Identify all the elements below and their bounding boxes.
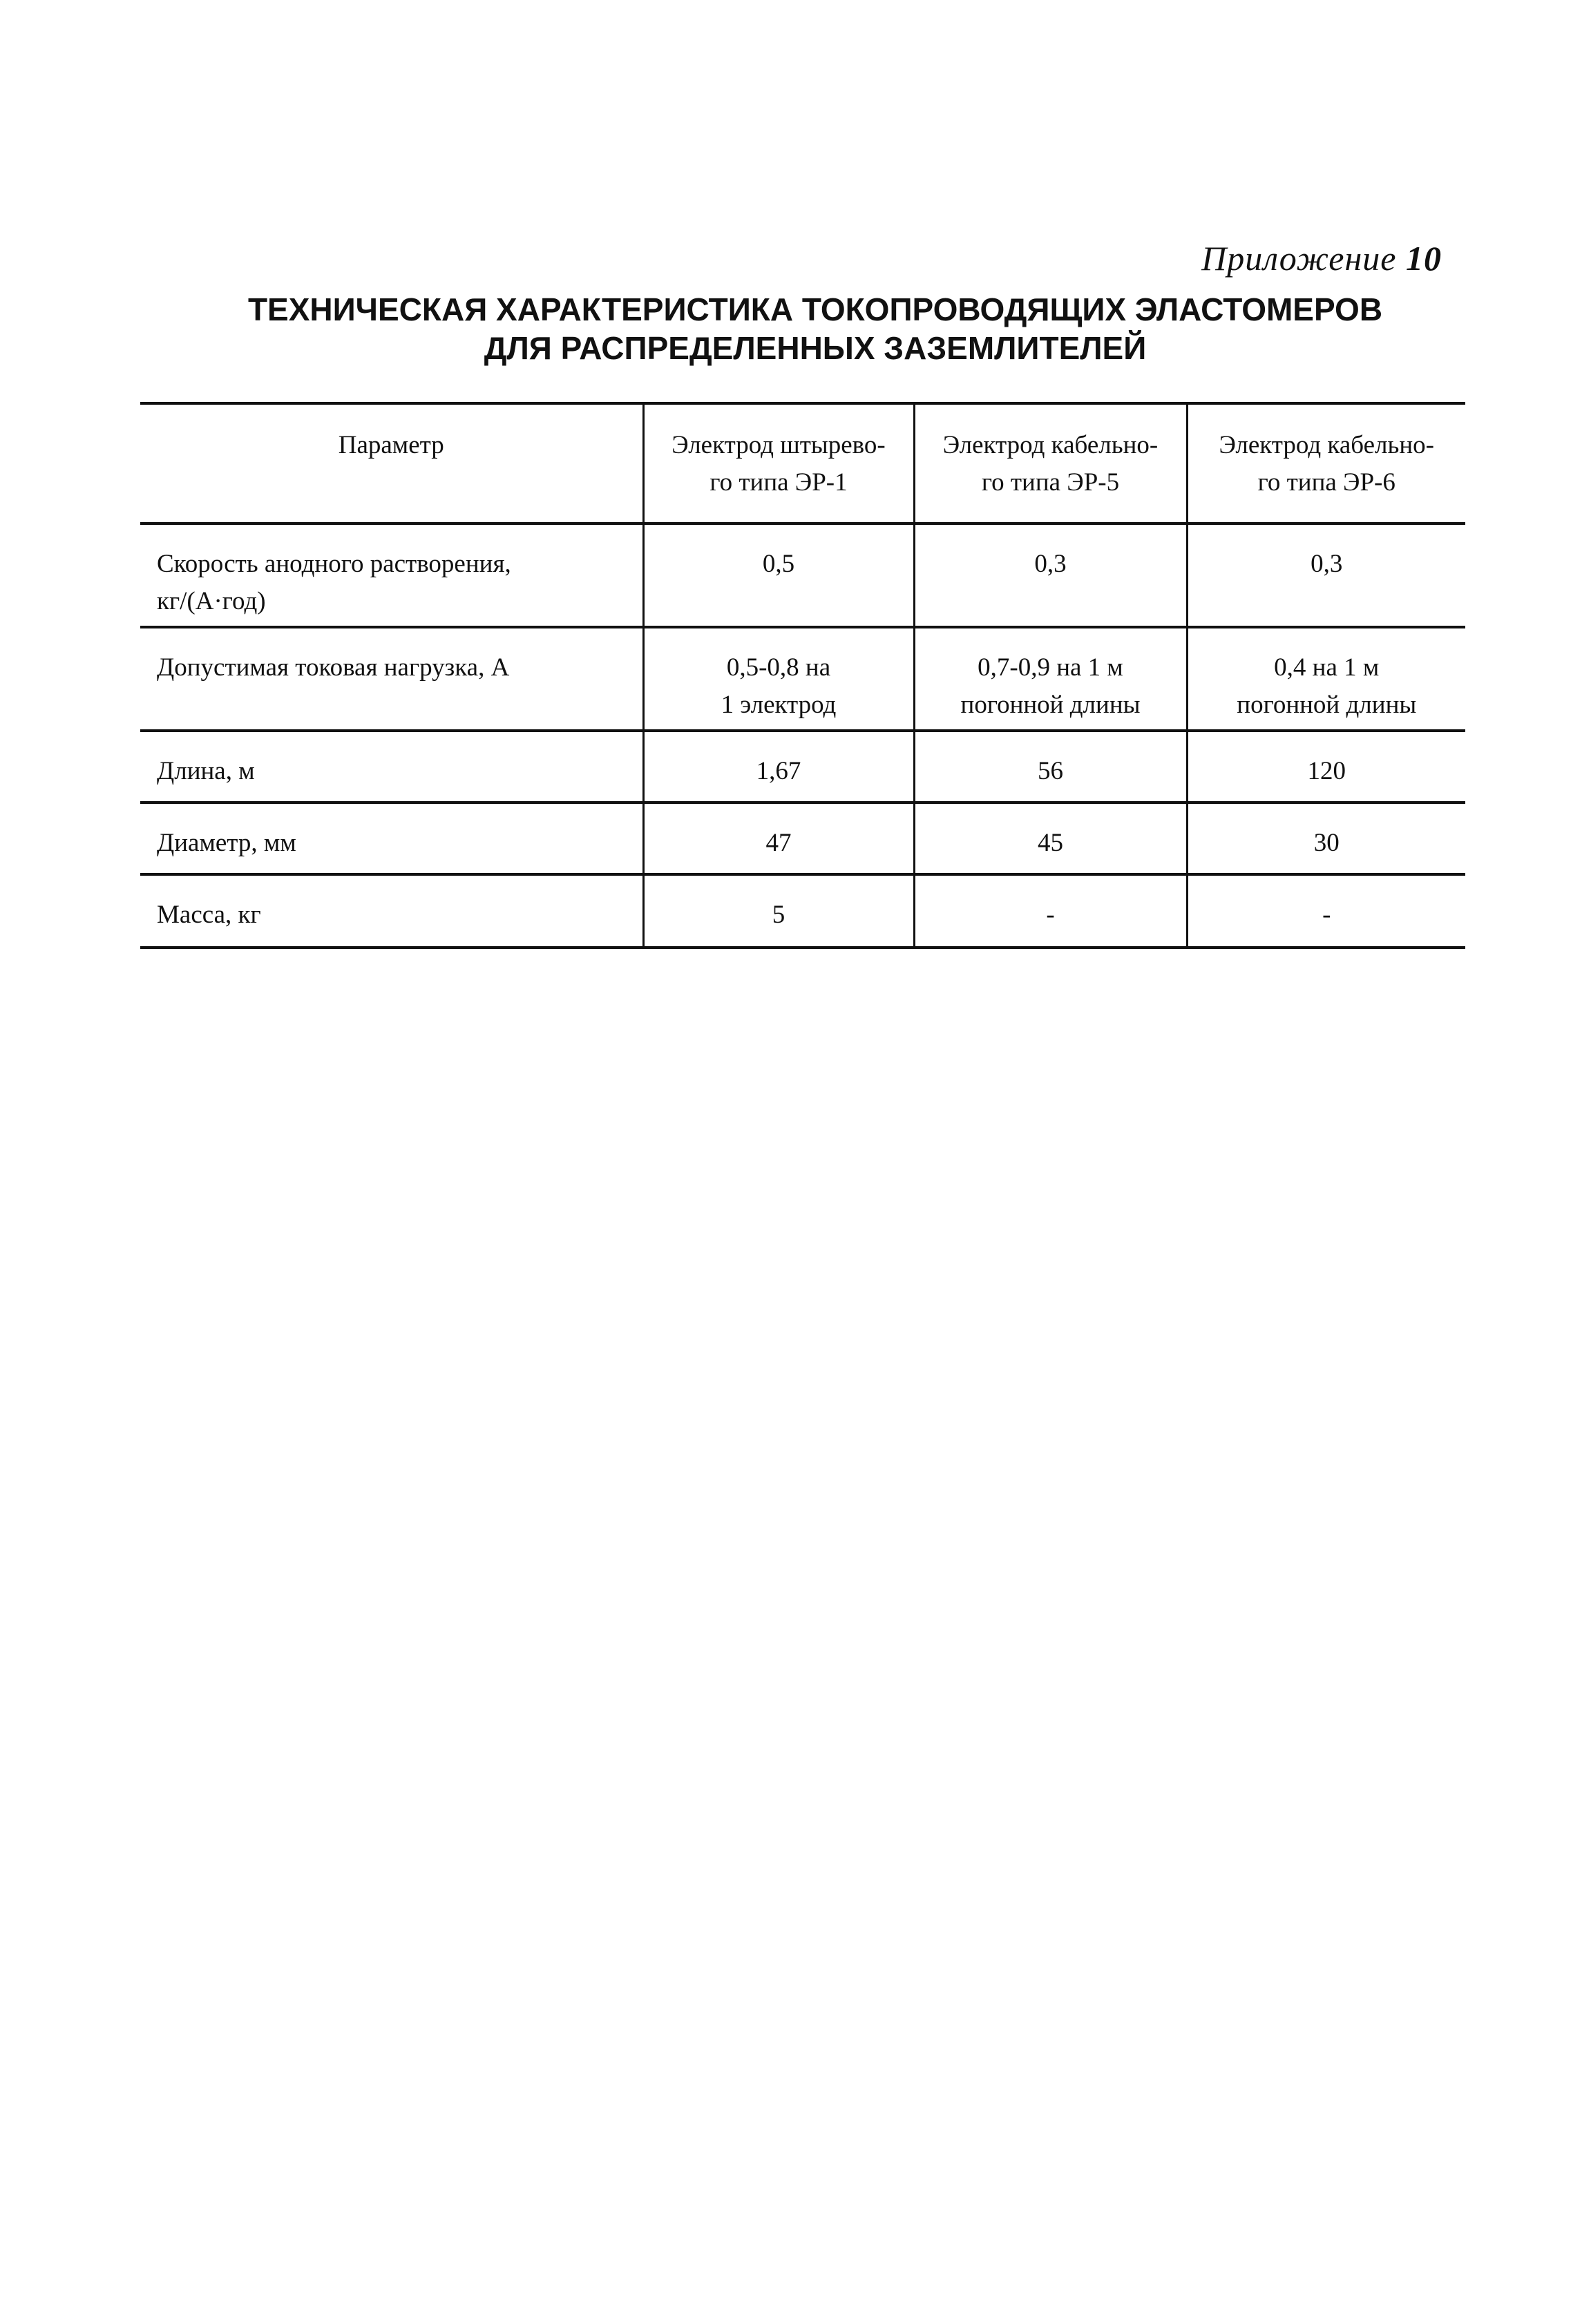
row-parameter [140,874,643,948]
value-er5-text: 45 [1038,829,1063,857]
title-line-2: ДЛЯ РАСПРЕДЕЛЕННЫХ ЗАЗЕМЛИТЕЛЕЙ [484,330,1147,366]
value-er6-text: 0,4 на 1 м погонной длины [1237,653,1417,719]
value-er6 [1187,524,1465,627]
table-row [140,803,1465,874]
value-er5 [914,874,1187,948]
value-er6-text: 30 [1313,829,1340,857]
title-line-1: ТЕХНИЧЕСКАЯ ХАРАКТЕРИСТИКА ТОКОПРОВОДЯЩИХ ЭЛАСТОМЕРОВ [247,291,1383,327]
value-er6 [1187,731,1465,803]
value-er1-text: 47 [765,829,792,857]
table-row [140,874,1465,948]
header-er6 [1187,403,1465,524]
row-parameter [140,524,643,627]
row-parameter-text: Масса, кг [157,901,261,929]
value-er1 [643,524,914,627]
value-er6-text: 120 [1307,757,1346,785]
header-er1 [643,403,914,524]
value-er1-text: 0,5-0,8 на 1 электрод [721,653,837,719]
value-er6 [1187,874,1465,948]
value-er6 [1187,627,1465,731]
table-header [140,403,1465,524]
spec-table [140,402,1465,949]
value-er6 [1187,803,1465,874]
value-er5-text: 0,3 [1034,550,1067,578]
table-row [140,627,1465,731]
header-parameter [140,403,643,524]
value-er1 [643,731,914,803]
header-er5 [914,403,1187,524]
row-parameter [140,627,643,731]
header-parameter-text: Параметр [338,431,444,459]
row-parameter-text: Длина, м [157,757,255,785]
value-er5 [914,803,1187,874]
appendix-word: Приложение [1201,239,1397,278]
table-row [140,731,1465,803]
header-row [140,403,1465,524]
value-er1-text: 5 [772,901,785,929]
appendix-number: 10 [1406,239,1442,278]
value-er5 [914,627,1187,731]
value-er5 [914,731,1187,803]
document-title [138,290,1492,367]
value-er5 [914,524,1187,627]
row-parameter [140,803,643,874]
value-er1-text: 0,5 [762,550,795,578]
table-row [140,524,1465,627]
value-er5-text: 0,7-0,9 на 1 м погонной длины [960,653,1141,719]
header-er5-text: Электрод кабельно- го типа ЭР-5 [942,431,1159,497]
value-er1 [643,803,914,874]
value-er5-text: 56 [1038,757,1063,785]
value-er6-text: - [1322,901,1331,929]
appendix-label [1201,238,1442,278]
row-parameter-text: Диаметр, мм [157,829,296,857]
row-parameter-text: Допустимая токовая нагрузка, А [157,653,510,682]
header-er1-text: Электрод штырево- го типа ЭР-1 [671,431,886,497]
value-er1 [643,627,914,731]
header-er6-text: Электрод кабельно- го типа ЭР-6 [1219,431,1434,497]
value-er1 [643,874,914,948]
value-er6-text: 0,3 [1311,550,1343,578]
row-parameter-text: Скорость анодного растворения, кг/(А·год) [157,550,511,615]
value-er5-text: - [1046,901,1055,929]
row-parameter [140,731,643,803]
value-er1-text: 1,67 [756,757,801,785]
